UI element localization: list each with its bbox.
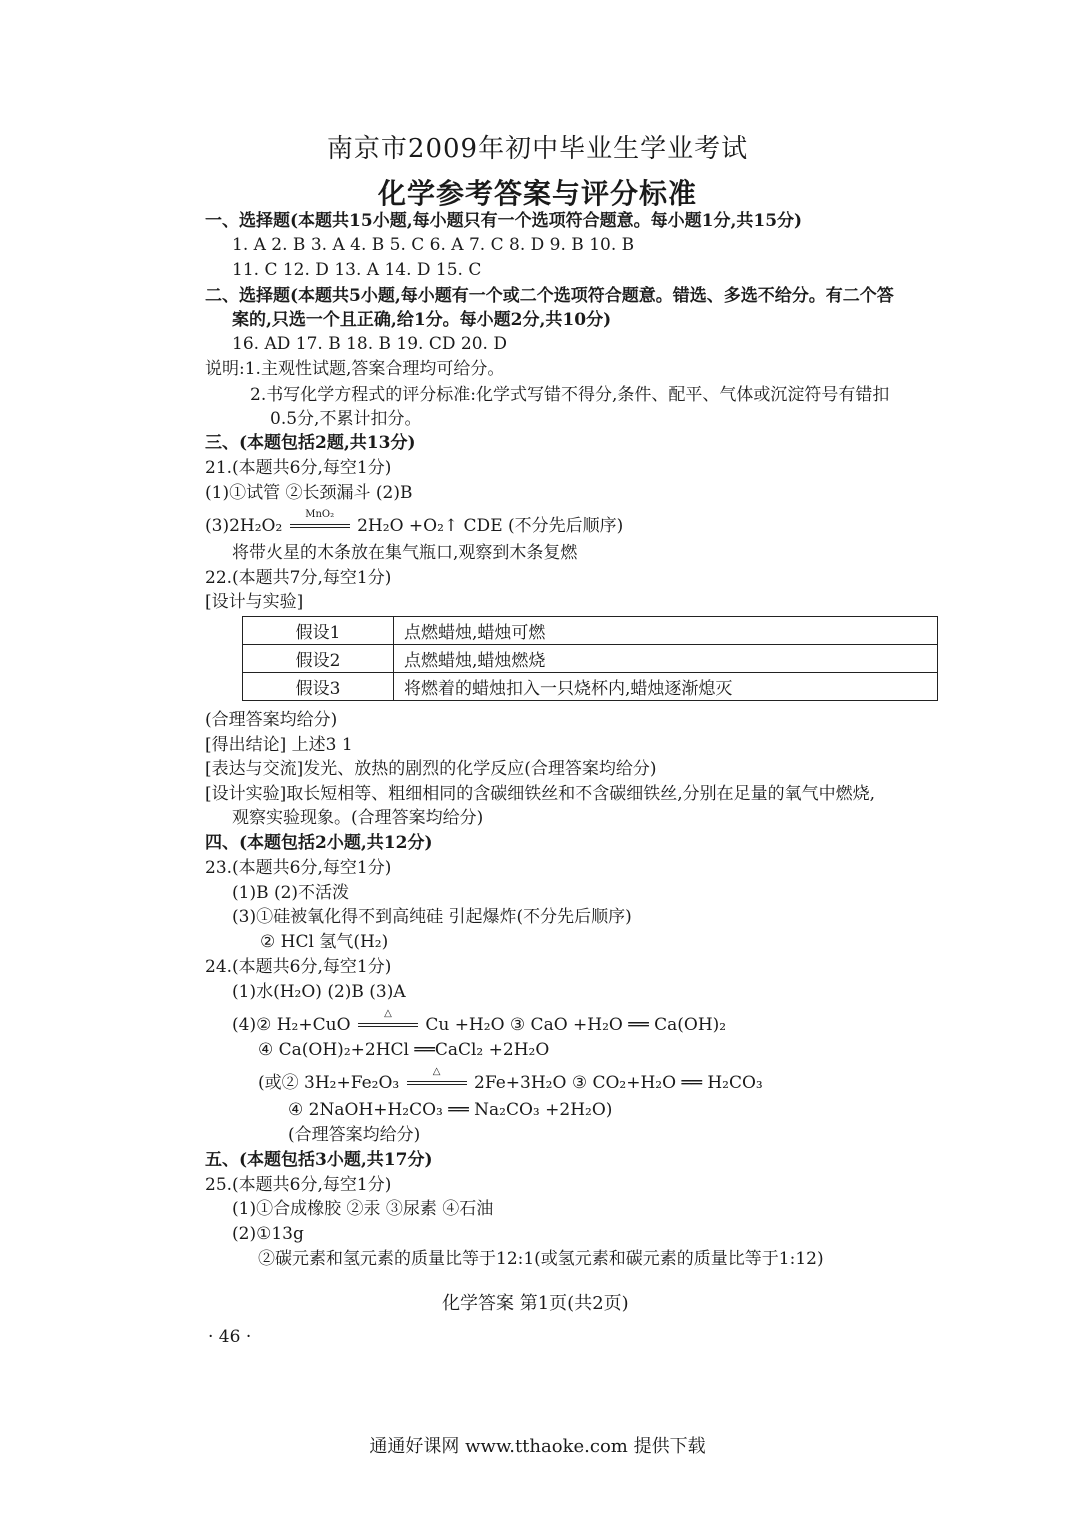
q22-note: (合理答案均给分) <box>205 710 338 730</box>
q22-expression: [表达与交流]发光、放热的剧烈的化学反应(合理答案均给分) <box>205 759 657 779</box>
catalyst-label: MnO₂ <box>305 508 335 520</box>
q21-header: 21.(本题共6分,每空1分) <box>205 458 392 478</box>
note-2b: 0.5分,不累计扣分。 <box>270 409 422 429</box>
note-1: 说明:1.主观性试题,答案合理均可给分。 <box>205 359 505 379</box>
q24-answer-4b: ④ Ca(OH)₂+2HCl ══CaCl₂ +2H₂O <box>258 1040 550 1060</box>
table-cell-description: 将燃着的蜡烛扣入一只烧杯内,蜡烛逐渐熄灭 <box>394 673 938 701</box>
equation-right: 2H₂O +O₂↑ CDE (不分先后顺序) <box>357 516 624 536</box>
table-cell-description: 点燃蜡烛,蜡烛可燃 <box>394 617 938 645</box>
section2-answers: 16. AD 17. B 18. B 19. CD 20. D <box>232 334 507 354</box>
equation-left: (或② 3H₂+Fe₂O₃ <box>258 1073 400 1093</box>
q25-answer-2: (2)①13g <box>232 1224 304 1244</box>
q22-design-label: [设计与实验] <box>205 592 304 612</box>
page-subtitle: 化学参考答案与评分标准 <box>377 177 697 210</box>
q23-header: 23.(本题共6分,每空1分) <box>205 858 392 878</box>
page-footer: 化学答案 第1页(共2页) <box>442 1293 629 1314</box>
section2-heading-line2: 案的,只选一个且正确,给1分。每小题2分,共10分) <box>232 310 612 330</box>
equation-right: Cu +H₂O ③ CaO +H₂O ══ Ca(OH)₂ <box>425 1015 727 1035</box>
q25-answer-1: (1)①合成橡胶 ②汞 ③尿素 ④石油 <box>232 1199 494 1219</box>
table-cell-hypothesis: 假设3 <box>243 673 394 701</box>
reaction-arrow <box>288 508 352 538</box>
equation-left: (3)2H₂O₂ <box>205 516 283 536</box>
equation-left: (4)② H₂+CuO <box>232 1015 351 1035</box>
section5-heading: 五、(本题包括3小题,共17分) <box>205 1150 433 1170</box>
q22-experiment-2: 观察实验现象。(合理答案均给分) <box>232 808 484 828</box>
page-number: · 46 · <box>208 1327 252 1347</box>
q24-alt-2: ④ 2NaOH+H₂CO₃ ══ Na₂CO₃ +2H₂O) <box>288 1100 613 1120</box>
section4-heading: 四、(本题包括2小题,共12分) <box>205 833 433 853</box>
q24-note: (合理答案均给分) <box>288 1125 421 1145</box>
table-cell-hypothesis: 假设2 <box>243 645 394 673</box>
section3-heading: 三、(本题包括2题,共13分) <box>205 433 416 453</box>
section1-heading: 一、选择题(本题共15小题,每小题只有一个选项符合题意。每小题1分,共15分) <box>205 211 803 231</box>
table-row <box>243 645 938 673</box>
reaction-arrow <box>405 1065 469 1095</box>
q24-answer-1: (1)水(H₂O) (2)B (3)A <box>232 982 406 1002</box>
heat-label: △ <box>384 1007 392 1019</box>
note-2a: 2.书写化学方程式的评分标准:化学式写错不得分,条件、配平、气体或沉淀符号有错扣 <box>250 385 890 405</box>
q23-answer-1: (1)B (2)不活泼 <box>232 883 350 903</box>
download-notice: 通通好课网 www.tthaoke.com 提供下载 <box>369 1436 706 1457</box>
q24-header: 24.(本题共6分,每空1分) <box>205 957 392 977</box>
q25-answer-2b: ②碳元素和氢元素的质量比等于12:1(或氢元素和碳元素的质量比等于1:12) <box>258 1249 824 1269</box>
page-title: 南京市2009年初中毕业生学业考试 <box>326 134 749 164</box>
q22-header: 22.(本题共7分,每空1分) <box>205 568 392 588</box>
q23-answer-3a: (3)①硅被氧化得不到高纯硅 引起爆炸(不分先后顺序) <box>232 907 632 927</box>
section2-heading-line1: 二、选择题(本题共5小题,每小题有一个或二个选项符合题意。错选、多选不给分。有二个答 <box>205 286 894 306</box>
reaction-arrow <box>356 1007 420 1037</box>
q22-conclusion: [得出结论] 上述3 1 <box>205 735 353 755</box>
q24-answer-4a <box>232 1007 727 1037</box>
section1-answers-row2: 11. C 12. D 13. A 14. D 15. C <box>232 260 482 280</box>
section1-answers-row1: 1. A 2. B 3. A 4. B 5. C 6. A 7. C 8. D 9. B 10. B <box>232 235 635 255</box>
q22-experiment-1: [设计实验]取长短相等、粗细相同的含碳细铁丝和不含碳细铁丝,分别在足量的氧气中燃烧, <box>205 784 876 804</box>
table-row <box>243 673 938 701</box>
q25-header: 25.(本题共6分,每空1分) <box>205 1175 392 1195</box>
q24-alt-1 <box>258 1065 763 1095</box>
q21-answer-1: (1)①试管 ②长颈漏斗 (2)B <box>205 483 413 503</box>
q23-answer-3b: ② HCl 氢气(H₂) <box>260 932 389 952</box>
q21-answer-3 <box>205 508 624 538</box>
table-cell-hypothesis: 假设1 <box>243 617 394 645</box>
q21-answer-3b: 将带火星的木条放在集气瓶口,观察到木条复燃 <box>232 543 578 563</box>
hypothesis-table <box>242 616 938 701</box>
equation-right: 2Fe+3H₂O ③ CO₂+H₂O ══ H₂CO₃ <box>474 1073 763 1093</box>
table-cell-description: 点燃蜡烛,蜡烛燃烧 <box>394 645 938 673</box>
table-row <box>243 617 938 645</box>
heat-label: △ <box>432 1065 441 1077</box>
